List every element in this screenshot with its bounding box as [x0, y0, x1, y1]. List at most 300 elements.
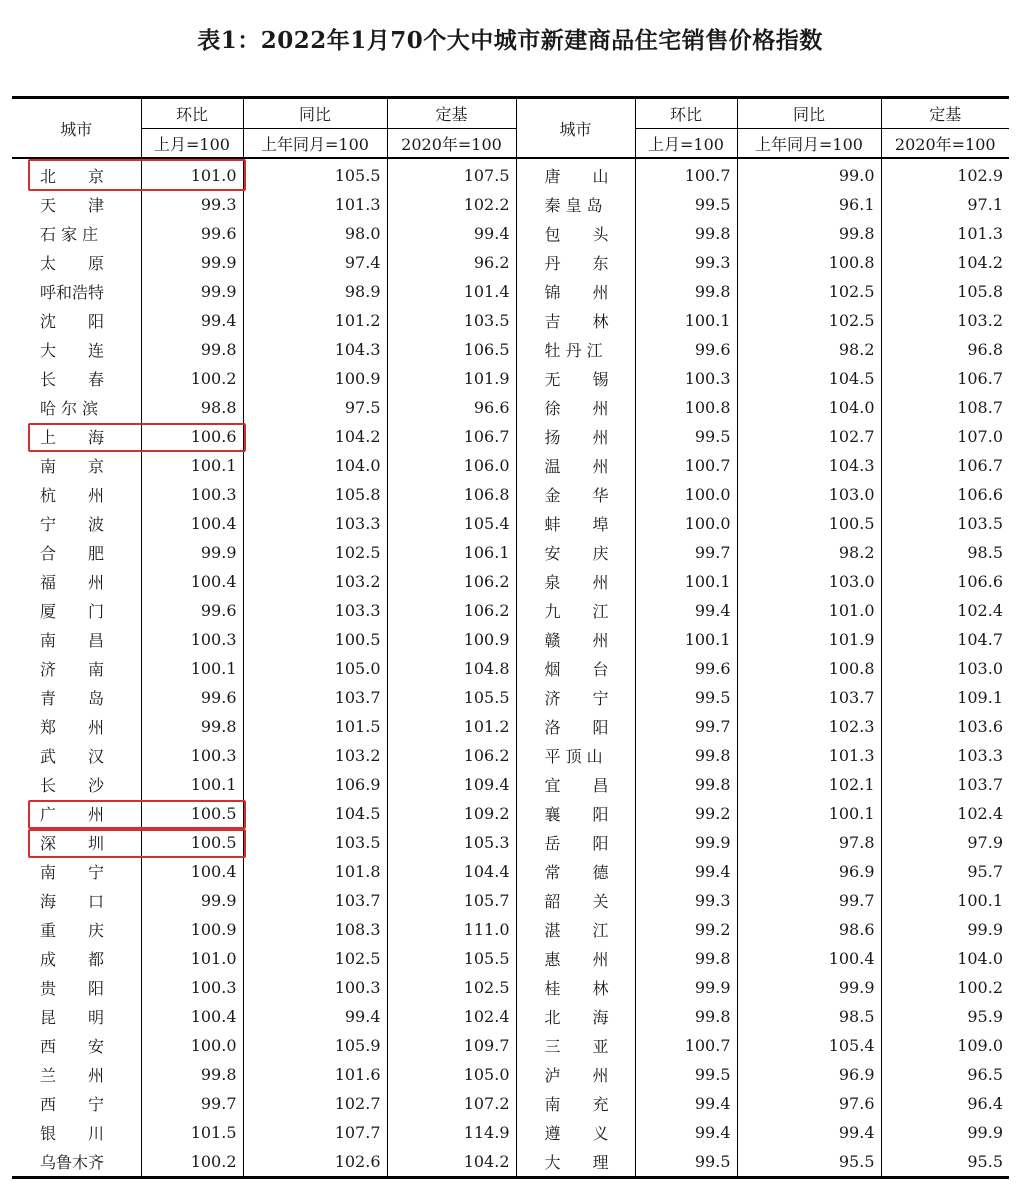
right-base-value: 100.1 [881, 886, 1009, 915]
left-yoy-value: 100.9 [243, 364, 387, 393]
left-mom-value: 98.8 [141, 393, 243, 422]
right-city-name: 北 海 [516, 1002, 635, 1031]
table-row [12, 857, 1009, 886]
header-yoy-right: 同比 [737, 98, 881, 129]
header-city-left: 城市 [12, 98, 141, 159]
right-yoy-value: 104.3 [737, 451, 881, 480]
table-row [12, 799, 1009, 828]
table-row [12, 886, 1009, 915]
right-yoy-value: 101.3 [737, 741, 881, 770]
right-yoy-value: 102.7 [737, 422, 881, 451]
right-mom-value: 99.8 [635, 944, 737, 973]
right-base-value: 105.8 [881, 277, 1009, 306]
right-mom-value: 99.4 [635, 596, 737, 625]
left-city-name: 乌鲁木齐 [40, 1153, 105, 1172]
right-yoy-value: 98.2 [737, 335, 881, 364]
right-city-name: 襄 阳 [516, 799, 635, 828]
table-row [12, 538, 1009, 567]
left-mom-value: 99.8 [141, 335, 243, 364]
right-mom-value: 99.8 [635, 1002, 737, 1031]
left-base-value: 111.0 [387, 915, 516, 944]
table-row [12, 1147, 1009, 1178]
right-base-value: 99.9 [881, 1118, 1009, 1147]
table-row [12, 451, 1009, 480]
right-city-name: 赣 州 [516, 625, 635, 654]
right-mom-value: 99.5 [635, 190, 737, 219]
right-city-name: 平 顶 山 [516, 741, 635, 770]
right-city-name: 韶 关 [516, 886, 635, 915]
subheader-row [12, 129, 1009, 159]
left-base-value: 106.2 [387, 741, 516, 770]
right-base-value: 95.5 [881, 1147, 1009, 1178]
right-yoy-value: 97.6 [737, 1089, 881, 1118]
right-yoy-value: 98.2 [737, 538, 881, 567]
left-mom-value: 99.3 [141, 190, 243, 219]
right-base-value: 96.5 [881, 1060, 1009, 1089]
left-mom-value: 99.9 [141, 538, 243, 567]
left-mom-value: 99.4 [141, 306, 243, 335]
header-row [12, 98, 1009, 129]
left-base-value: 107.2 [387, 1089, 516, 1118]
left-yoy-value: 108.3 [243, 915, 387, 944]
right-base-value: 106.7 [881, 364, 1009, 393]
right-city-name: 蚌 埠 [516, 509, 635, 538]
right-mom-value: 99.5 [635, 683, 737, 712]
left-city-name: 长 沙 [40, 776, 105, 795]
right-mom-value: 99.8 [635, 219, 737, 248]
left-city-name: 银 川 [40, 1124, 105, 1143]
right-mom-value: 99.7 [635, 712, 737, 741]
left-mom-value: 100.4 [141, 509, 243, 538]
right-city-name: 三 亚 [516, 1031, 635, 1060]
left-city-name: 宁 波 [40, 515, 105, 534]
right-city-name: 湛 江 [516, 915, 635, 944]
left-mom-value: 100.2 [141, 364, 243, 393]
left-yoy-value: 106.9 [243, 770, 387, 799]
right-city-name: 宜 昌 [516, 770, 635, 799]
right-yoy-value: 99.0 [737, 158, 881, 190]
table-row [12, 1089, 1009, 1118]
left-yoy-value: 100.3 [243, 973, 387, 1002]
right-yoy-value: 103.0 [737, 567, 881, 596]
left-mom-value: 99.8 [141, 712, 243, 741]
left-yoy-value: 104.5 [243, 799, 387, 828]
left-yoy-value: 104.0 [243, 451, 387, 480]
left-yoy-value: 101.6 [243, 1060, 387, 1089]
right-mom-value: 99.9 [635, 973, 737, 1002]
left-mom-value: 100.5 [141, 799, 243, 828]
left-base-value: 104.4 [387, 857, 516, 886]
right-mom-value: 99.4 [635, 1089, 737, 1118]
left-base-value: 102.5 [387, 973, 516, 1002]
right-base-value: 107.0 [881, 422, 1009, 451]
left-mom-value: 101.0 [141, 158, 243, 190]
right-city-name: 南 充 [516, 1089, 635, 1118]
right-mom-value: 99.8 [635, 277, 737, 306]
left-yoy-value: 102.5 [243, 538, 387, 567]
left-mom-value: 99.9 [141, 248, 243, 277]
table-row [12, 567, 1009, 596]
right-base-value: 103.6 [881, 712, 1009, 741]
left-base-value: 105.5 [387, 944, 516, 973]
left-city-name: 西 宁 [40, 1095, 105, 1114]
left-city-name: 成 都 [40, 950, 105, 969]
right-city-name: 包 头 [516, 219, 635, 248]
left-city-name: 南 宁 [40, 863, 105, 882]
left-city-name: 重 庆 [40, 921, 105, 940]
right-mom-value: 99.4 [635, 1118, 737, 1147]
left-yoy-value: 103.7 [243, 886, 387, 915]
right-base-value: 95.9 [881, 1002, 1009, 1031]
right-yoy-value: 105.4 [737, 1031, 881, 1060]
left-city-name: 福 州 [40, 573, 105, 592]
table-row [12, 158, 1009, 190]
left-mom-value: 99.9 [141, 277, 243, 306]
right-yoy-value: 104.0 [737, 393, 881, 422]
left-yoy-value: 98.9 [243, 277, 387, 306]
right-city-name: 常 德 [516, 857, 635, 886]
left-city-name: 太 原 [40, 254, 105, 273]
right-city-name: 烟 台 [516, 654, 635, 683]
left-city-name: 贵 阳 [40, 979, 105, 998]
left-base-value: 96.2 [387, 248, 516, 277]
left-mom-value: 100.3 [141, 973, 243, 1002]
left-base-value: 104.2 [387, 1147, 516, 1178]
left-base-value: 105.5 [387, 683, 516, 712]
right-mom-value: 99.3 [635, 248, 737, 277]
left-yoy-value: 97.5 [243, 393, 387, 422]
left-city-name: 天 津 [40, 196, 105, 215]
table-row [12, 596, 1009, 625]
right-base-value: 98.5 [881, 538, 1009, 567]
table-row [12, 306, 1009, 335]
subheader-base-right: 2020年=100 [881, 129, 1009, 159]
right-yoy-value: 102.3 [737, 712, 881, 741]
right-city-name: 唐 山 [516, 158, 635, 190]
left-mom-value: 100.1 [141, 654, 243, 683]
header-mom-left: 环比 [141, 98, 243, 129]
right-yoy-value: 102.5 [737, 277, 881, 306]
left-base-value: 106.2 [387, 567, 516, 596]
left-yoy-value: 103.2 [243, 567, 387, 596]
right-city-name: 洛 阳 [516, 712, 635, 741]
left-mom-value: 100.1 [141, 451, 243, 480]
price-index-table [12, 96, 1009, 1179]
right-city-name: 泸 州 [516, 1060, 635, 1089]
table-row [12, 219, 1009, 248]
left-yoy-value: 103.5 [243, 828, 387, 857]
table-row [12, 712, 1009, 741]
right-yoy-value: 98.5 [737, 1002, 881, 1031]
subheader-mom-left: 上月=100 [141, 129, 243, 159]
left-mom-value: 100.4 [141, 1002, 243, 1031]
right-mom-value: 99.8 [635, 770, 737, 799]
left-yoy-value: 104.2 [243, 422, 387, 451]
right-yoy-value: 98.6 [737, 915, 881, 944]
right-mom-value: 100.8 [635, 393, 737, 422]
left-yoy-value: 104.3 [243, 335, 387, 364]
right-yoy-value: 101.0 [737, 596, 881, 625]
right-city-name: 金 华 [516, 480, 635, 509]
right-yoy-value: 99.9 [737, 973, 881, 1002]
header-base-right: 定基 [881, 98, 1009, 129]
right-city-name: 无 锡 [516, 364, 635, 393]
left-mom-value: 99.9 [141, 886, 243, 915]
subheader-yoy-right: 上年同月=100 [737, 129, 881, 159]
left-city-name: 南 昌 [40, 631, 105, 650]
left-mom-value: 99.6 [141, 596, 243, 625]
table-row [12, 625, 1009, 654]
table-row [12, 248, 1009, 277]
subheader-mom-right: 上月=100 [635, 129, 737, 159]
left-mom-value: 100.6 [141, 422, 243, 451]
left-mom-value: 99.6 [141, 683, 243, 712]
left-base-value: 102.2 [387, 190, 516, 219]
right-yoy-value: 102.5 [737, 306, 881, 335]
left-city-name: 长 春 [40, 370, 105, 389]
right-yoy-value: 100.8 [737, 654, 881, 683]
left-city-name: 哈 尔 滨 [40, 399, 99, 418]
subheader-yoy-left: 上年同月=100 [243, 129, 387, 159]
table-row [12, 509, 1009, 538]
table-row [12, 741, 1009, 770]
left-yoy-value: 101.8 [243, 857, 387, 886]
right-base-value: 103.2 [881, 306, 1009, 335]
right-yoy-value: 99.8 [737, 219, 881, 248]
table-row [12, 335, 1009, 364]
left-base-value: 114.9 [387, 1118, 516, 1147]
right-mom-value: 100.7 [635, 451, 737, 480]
right-city-name: 安 庆 [516, 538, 635, 567]
left-base-value: 106.1 [387, 538, 516, 567]
right-base-value: 102.9 [881, 158, 1009, 190]
right-city-name: 遵 义 [516, 1118, 635, 1147]
right-city-name: 惠 州 [516, 944, 635, 973]
left-yoy-value: 103.3 [243, 509, 387, 538]
left-yoy-value: 101.2 [243, 306, 387, 335]
right-yoy-value: 100.4 [737, 944, 881, 973]
left-base-value: 104.8 [387, 654, 516, 683]
right-mom-value: 100.1 [635, 567, 737, 596]
left-base-value: 106.8 [387, 480, 516, 509]
left-mom-value: 99.8 [141, 1060, 243, 1089]
right-mom-value: 99.9 [635, 828, 737, 857]
left-yoy-value: 105.8 [243, 480, 387, 509]
right-mom-value: 99.3 [635, 886, 737, 915]
left-city-name: 郑 州 [40, 718, 105, 737]
right-city-name: 牡 丹 江 [516, 335, 635, 364]
right-city-name: 大 理 [516, 1147, 635, 1178]
right-base-value: 95.7 [881, 857, 1009, 886]
page-title: 表1：2022年1月70个大中城市新建商品住宅销售价格指数 [197, 27, 823, 54]
left-city-name: 广 州 [40, 805, 105, 824]
right-city-name: 徐 州 [516, 393, 635, 422]
right-base-value: 96.4 [881, 1089, 1009, 1118]
table-row [12, 828, 1009, 857]
table-row [12, 480, 1009, 509]
left-base-value: 105.3 [387, 828, 516, 857]
right-base-value: 104.7 [881, 625, 1009, 654]
right-mom-value: 100.7 [635, 158, 737, 190]
right-mom-value: 100.0 [635, 480, 737, 509]
right-base-value: 97.1 [881, 190, 1009, 219]
right-city-name: 桂 林 [516, 973, 635, 1002]
right-mom-value: 100.7 [635, 1031, 737, 1060]
left-yoy-value: 105.0 [243, 654, 387, 683]
table-row [12, 973, 1009, 1002]
right-city-name: 吉 林 [516, 306, 635, 335]
right-base-value: 103.7 [881, 770, 1009, 799]
left-mom-value: 100.0 [141, 1031, 243, 1060]
right-yoy-value: 96.9 [737, 857, 881, 886]
right-base-value: 106.7 [881, 451, 1009, 480]
table-body [12, 158, 1009, 1178]
left-base-value: 105.4 [387, 509, 516, 538]
left-city-name: 大 连 [40, 341, 105, 360]
left-mom-value: 100.3 [141, 480, 243, 509]
left-yoy-value: 100.5 [243, 625, 387, 654]
right-mom-value: 99.2 [635, 915, 737, 944]
right-yoy-value: 103.0 [737, 480, 881, 509]
right-base-value: 109.1 [881, 683, 1009, 712]
left-mom-value: 100.2 [141, 1147, 243, 1178]
right-yoy-value: 103.7 [737, 683, 881, 712]
right-mom-value: 99.5 [635, 1060, 737, 1089]
right-mom-value: 99.6 [635, 654, 737, 683]
left-base-value: 105.7 [387, 886, 516, 915]
right-mom-value: 99.6 [635, 335, 737, 364]
left-city-name: 沈 阳 [40, 312, 105, 331]
left-city-name: 深 圳 [40, 834, 105, 853]
left-city-name: 西 安 [40, 1037, 105, 1056]
right-base-value: 99.9 [881, 915, 1009, 944]
right-base-value: 102.4 [881, 596, 1009, 625]
left-mom-value: 100.9 [141, 915, 243, 944]
table-row [12, 422, 1009, 451]
right-yoy-value: 104.5 [737, 364, 881, 393]
right-yoy-value: 95.5 [737, 1147, 881, 1178]
right-yoy-value: 100.5 [737, 509, 881, 538]
header-mom-right: 环比 [635, 98, 737, 129]
left-base-value: 106.2 [387, 596, 516, 625]
right-yoy-value: 99.7 [737, 886, 881, 915]
left-city-name: 杭 州 [40, 486, 105, 505]
table-row [12, 770, 1009, 799]
table-row [12, 944, 1009, 973]
right-base-value: 97.9 [881, 828, 1009, 857]
table-row [12, 1118, 1009, 1147]
left-base-value: 102.4 [387, 1002, 516, 1031]
left-city-name: 兰 州 [40, 1066, 105, 1085]
left-mom-value: 101.0 [141, 944, 243, 973]
right-city-name: 九 江 [516, 596, 635, 625]
right-base-value: 109.0 [881, 1031, 1009, 1060]
right-mom-value: 100.3 [635, 364, 737, 393]
right-city-name: 温 州 [516, 451, 635, 480]
right-city-name: 泉 州 [516, 567, 635, 596]
header-base-left: 定基 [387, 98, 516, 129]
left-mom-value: 100.3 [141, 625, 243, 654]
right-base-value: 101.3 [881, 219, 1009, 248]
right-yoy-value: 101.9 [737, 625, 881, 654]
left-city-name: 昆 明 [40, 1008, 105, 1027]
table-row [12, 1060, 1009, 1089]
header-yoy-left: 同比 [243, 98, 387, 129]
right-base-value: 104.0 [881, 944, 1009, 973]
left-mom-value: 99.6 [141, 219, 243, 248]
table-row [12, 654, 1009, 683]
left-yoy-value: 101.5 [243, 712, 387, 741]
table-row [12, 1031, 1009, 1060]
right-base-value: 103.0 [881, 654, 1009, 683]
right-mom-value: 100.0 [635, 509, 737, 538]
left-base-value: 99.4 [387, 219, 516, 248]
right-yoy-value: 96.9 [737, 1060, 881, 1089]
header-city-right: 城市 [516, 98, 635, 159]
left-yoy-value: 103.2 [243, 741, 387, 770]
right-base-value: 106.6 [881, 567, 1009, 596]
left-base-value: 109.7 [387, 1031, 516, 1060]
right-mom-value: 99.2 [635, 799, 737, 828]
right-city-name: 秦 皇 岛 [516, 190, 635, 219]
table-row [12, 190, 1009, 219]
table-row [12, 393, 1009, 422]
right-yoy-value: 100.8 [737, 248, 881, 277]
left-mom-value: 100.5 [141, 828, 243, 857]
left-city-name: 南 京 [40, 457, 105, 476]
right-yoy-value: 96.1 [737, 190, 881, 219]
right-mom-value: 99.4 [635, 857, 737, 886]
left-mom-value: 100.1 [141, 770, 243, 799]
right-mom-value: 99.5 [635, 1147, 737, 1178]
left-yoy-value: 97.4 [243, 248, 387, 277]
left-yoy-value: 103.3 [243, 596, 387, 625]
left-mom-value: 99.7 [141, 1089, 243, 1118]
left-city-name: 青 岛 [40, 689, 105, 708]
right-base-value: 96.8 [881, 335, 1009, 364]
left-yoy-value: 102.7 [243, 1089, 387, 1118]
left-base-value: 109.4 [387, 770, 516, 799]
left-base-value: 103.5 [387, 306, 516, 335]
left-base-value: 105.0 [387, 1060, 516, 1089]
right-base-value: 103.3 [881, 741, 1009, 770]
subheader-base-left: 2020年=100 [387, 129, 516, 159]
left-city-name: 呼和浩特 [40, 283, 105, 302]
left-mom-value: 101.5 [141, 1118, 243, 1147]
left-base-value: 106.7 [387, 422, 516, 451]
left-yoy-value: 98.0 [243, 219, 387, 248]
left-base-value: 101.4 [387, 277, 516, 306]
left-city-name: 海 口 [40, 892, 105, 911]
left-base-value: 106.5 [387, 335, 516, 364]
left-base-value: 109.2 [387, 799, 516, 828]
right-base-value: 103.5 [881, 509, 1009, 538]
right-city-name: 岳 阳 [516, 828, 635, 857]
right-yoy-value: 102.1 [737, 770, 881, 799]
right-city-name: 济 宁 [516, 683, 635, 712]
left-base-value: 100.9 [387, 625, 516, 654]
left-base-value: 101.2 [387, 712, 516, 741]
right-base-value: 100.2 [881, 973, 1009, 1002]
left-yoy-value: 102.5 [243, 944, 387, 973]
table-row [12, 1002, 1009, 1031]
table-row [12, 364, 1009, 393]
left-city-name: 北 京 [40, 167, 105, 186]
left-base-value: 107.5 [387, 158, 516, 190]
right-yoy-value: 99.4 [737, 1118, 881, 1147]
right-mom-value: 99.5 [635, 422, 737, 451]
left-mom-value: 100.4 [141, 857, 243, 886]
